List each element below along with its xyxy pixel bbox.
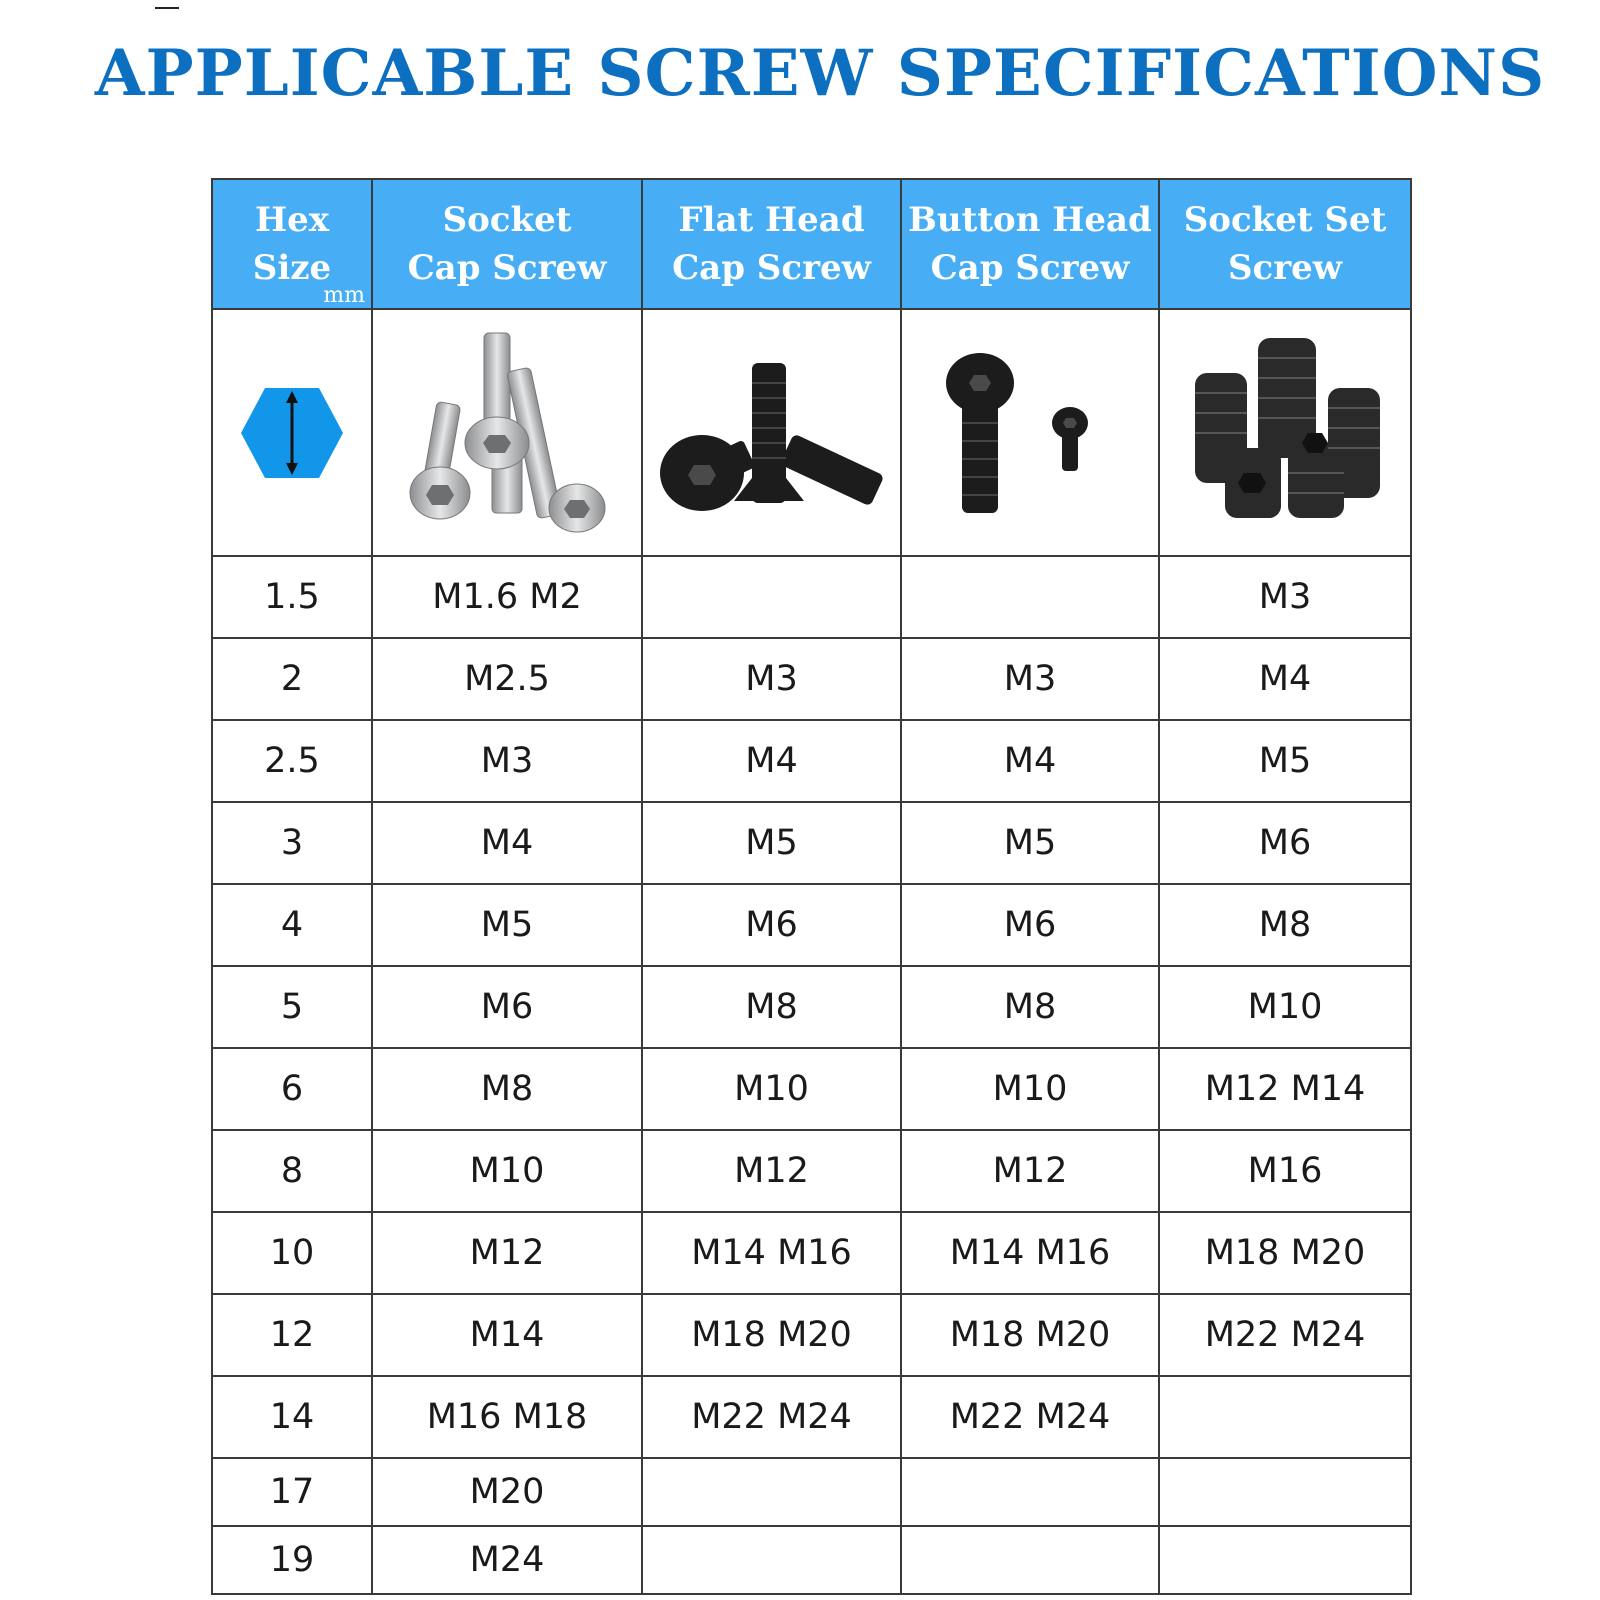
cell-flat-head: [642, 1526, 901, 1594]
cell-socket-set: M6: [1159, 802, 1411, 884]
cell-socket-set: M18 M20: [1159, 1212, 1411, 1294]
cell-button-head: M4: [901, 720, 1159, 802]
header-socket-cap-line2: Cap Screw: [407, 248, 607, 288]
image-cell-hex: [212, 309, 372, 556]
socket-cap-screw-photo: [392, 323, 622, 543]
image-cell-socket-cap: [372, 309, 642, 556]
header-button-head-line1: Button Head: [908, 200, 1152, 240]
cell-hex-size: 17: [212, 1458, 372, 1526]
cell-flat-head: [642, 556, 901, 638]
cell-button-head: M6: [901, 884, 1159, 966]
cell-socket-set: M10: [1159, 966, 1411, 1048]
cell-socket-cap: M12: [372, 1212, 642, 1294]
page-title: APPLICABLE SCREW SPECIFICATIONS: [94, 36, 1546, 111]
cell-hex-size: 12: [212, 1294, 372, 1376]
table-row: [212, 1212, 1411, 1294]
cell-hex-size: 6: [212, 1048, 372, 1130]
table-row: [212, 1526, 1411, 1594]
corner-dash: [155, 7, 179, 9]
header-button-head-line2: Cap Screw: [930, 248, 1130, 288]
image-row: [212, 309, 1411, 556]
cell-flat-head: M12: [642, 1130, 901, 1212]
cell-hex-size: 3: [212, 802, 372, 884]
cell-socket-set: M3: [1159, 556, 1411, 638]
header-flat-head-line1: Flat Head: [678, 200, 865, 240]
header-socket-set-line1: Socket Set: [1183, 200, 1387, 240]
cell-hex-size: 5: [212, 966, 372, 1048]
cell-socket-cap: M3: [372, 720, 642, 802]
cell-socket-cap: M14: [372, 1294, 642, 1376]
image-cell-socket-set: [1159, 309, 1411, 556]
cell-socket-set: M22 M24: [1159, 1294, 1411, 1376]
hex-key-profile-icon: [237, 383, 347, 483]
cell-socket-cap: M8: [372, 1048, 642, 1130]
cell-button-head: M10: [901, 1048, 1159, 1130]
cell-socket-set: M4: [1159, 638, 1411, 720]
cell-button-head: [901, 556, 1159, 638]
cell-socket-set: M8: [1159, 884, 1411, 966]
table-row: [212, 1048, 1411, 1130]
cell-hex-size: 1.5: [212, 556, 372, 638]
cell-socket-cap: M24: [372, 1526, 642, 1594]
header-hex-size: [212, 179, 372, 309]
cell-flat-head: M8: [642, 966, 901, 1048]
cell-socket-set: [1159, 1526, 1411, 1594]
screw-spec-table: [211, 178, 1412, 1595]
cell-socket-set: [1159, 1458, 1411, 1526]
cell-hex-size: 2: [212, 638, 372, 720]
button-head-cap-screw-photo: [930, 333, 1130, 533]
table-row: [212, 638, 1411, 720]
cell-button-head: M5: [901, 802, 1159, 884]
cell-flat-head: M18 M20: [642, 1294, 901, 1376]
cell-socket-cap: M4: [372, 802, 642, 884]
cell-hex-size: 8: [212, 1130, 372, 1212]
header-socket-set-screw: [1159, 179, 1411, 309]
socket-set-screw-photo: [1180, 333, 1390, 533]
cell-socket-cap: M1.6 M2: [372, 556, 642, 638]
cell-flat-head: M22 M24: [642, 1376, 901, 1458]
cell-flat-head: M5: [642, 802, 901, 884]
table-row: [212, 556, 1411, 638]
cell-socket-cap: M20: [372, 1458, 642, 1526]
table-row: [212, 1294, 1411, 1376]
cell-flat-head: [642, 1458, 901, 1526]
header-flat-head-cap-screw: [642, 179, 901, 309]
header-hex-size-line1: Hex: [254, 200, 330, 240]
cell-socket-set: M16: [1159, 1130, 1411, 1212]
header-flat-head-line2: Cap Screw: [672, 248, 871, 288]
header-socket-cap-screw: [372, 179, 642, 309]
cell-socket-cap: M10: [372, 1130, 642, 1212]
header-unit: mm: [323, 283, 365, 308]
cell-flat-head: M3: [642, 638, 901, 720]
cell-button-head: [901, 1526, 1159, 1594]
flat-head-cap-screw-photo: [652, 333, 892, 533]
cell-socket-cap: M2.5: [372, 638, 642, 720]
image-cell-button-head: [901, 309, 1159, 556]
table-row: [212, 884, 1411, 966]
cell-flat-head: M14 M16: [642, 1212, 901, 1294]
cell-hex-size: 4: [212, 884, 372, 966]
header-hex-size-line2: Size: [252, 248, 332, 288]
cell-socket-cap: M16 M18: [372, 1376, 642, 1458]
header-socket-set-line2: Screw: [1227, 248, 1343, 288]
table-row: [212, 720, 1411, 802]
header-row: [212, 179, 1411, 309]
cell-flat-head: M6: [642, 884, 901, 966]
cell-hex-size: 2.5: [212, 720, 372, 802]
cell-flat-head: M10: [642, 1048, 901, 1130]
image-cell-flat-head: [642, 309, 901, 556]
header-socket-cap-line1: Socket: [442, 200, 572, 240]
cell-button-head: [901, 1458, 1159, 1526]
cell-button-head: M14 M16: [901, 1212, 1159, 1294]
cell-socket-set: M12 M14: [1159, 1048, 1411, 1130]
cell-hex-size: 19: [212, 1526, 372, 1594]
cell-flat-head: M4: [642, 720, 901, 802]
cell-socket-set: [1159, 1376, 1411, 1458]
cell-hex-size: 14: [212, 1376, 372, 1458]
table-row: [212, 802, 1411, 884]
table-row: [212, 1376, 1411, 1458]
cell-button-head: M12: [901, 1130, 1159, 1212]
cell-socket-cap: M6: [372, 966, 642, 1048]
cell-button-head: M22 M24: [901, 1376, 1159, 1458]
cell-hex-size: 10: [212, 1212, 372, 1294]
table-row: [212, 1130, 1411, 1212]
table-row: [212, 1458, 1411, 1526]
cell-button-head: M18 M20: [901, 1294, 1159, 1376]
cell-socket-cap: M5: [372, 884, 642, 966]
table-row: [212, 966, 1411, 1048]
cell-button-head: M3: [901, 638, 1159, 720]
header-button-head-cap-screw: [901, 179, 1159, 309]
cell-socket-set: M5: [1159, 720, 1411, 802]
cell-button-head: M8: [901, 966, 1159, 1048]
